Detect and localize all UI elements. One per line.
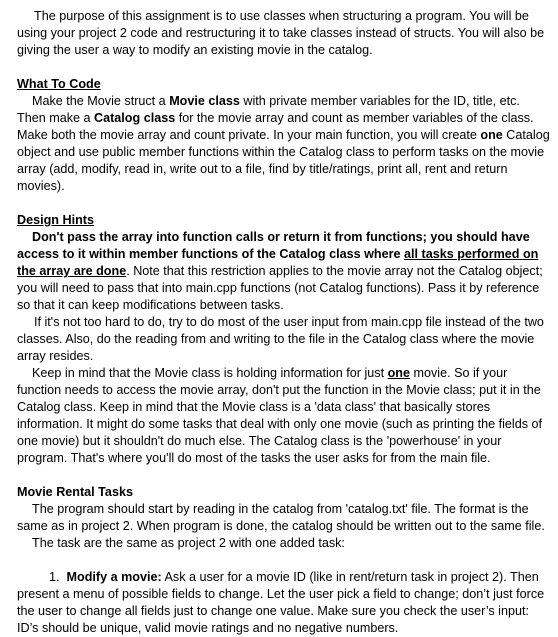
wtc-bold-movie-class: Movie class: [169, 94, 240, 108]
design-hints-paragraph-2: If it's not too hard to do, try to do most of the user input from main.cpp file instead of the two classes. Also, do the reading from and writing to the file in the Catalog class where the movie array resides.: [17, 315, 544, 363]
spacer: [17, 552, 550, 569]
wtc-text-2: with private member variables for the ID, title, etc. Then make a: [17, 94, 520, 125]
spacer: [17, 59, 550, 76]
list-item-text: Ask a user for a movie ID (like in rent/return task in project 2). Then present a menu of possible fields to change. Let the user pick a field to change; don’t just force the user to change all fields just to change one value. Make sure you check the user’s input: ID’s should be unique, valid movie ratings and no negative numbers.: [17, 570, 545, 635]
wtc-bold-catalog-class: Catalog class: [94, 111, 176, 125]
wtc-text-3: for the movie array and count as member variables of the class. Make both the movie array and count private. In your main function, you will create: [17, 111, 534, 142]
rental-tasks-heading: Movie Rental Tasks: [17, 485, 133, 499]
rental-tasks-paragraph-1: The program should start by reading in the catalog from 'catalog.txt' file. The format is the same as in project 2. When program is done, the catalog should be written out to the same file.: [17, 502, 545, 533]
design-hints-paragraph-3: [17, 365, 550, 467]
dh-text-3c: movie. So if your function needs to access the movie array, don't put the function in the Movie class; put it in the Catalog class. Keep in mind that the Movie class is a 'data class' that basically stores information. It might do some tasks that deal with only one movie (such as printing the fields of one movie) but it shouldn't do much else. The Catalog class is the 'powerhouse' in your program. That's where you'll do most of the tasks the user asks for from the main file.: [17, 366, 543, 465]
wtc-text-4: Catalog object and use public member functions within the Catalog class to perform tasks on the movie array (add, modify, read in, write out to a file, find by title/ratings, print all, rent and return movies).: [17, 128, 550, 193]
design-hints-heading: Design Hints: [17, 213, 94, 227]
dh-bold-text: Don't pass the array into function calls or return it from functions; you should have access to it within member functions of the Catalog class where: [17, 230, 530, 261]
what-to-code-paragraph: [17, 93, 550, 195]
wtc-bold-one: one: [480, 128, 503, 142]
dh-text-1: . Note that this restriction applies to the movie array not the Catalog object; you will need to pass that into main.cpp functions (not Catalog functions). Pass it by reference so that it can keep modifications between tasks.: [17, 264, 543, 312]
list-item-number: 1.: [49, 570, 60, 584]
intro-paragraph: The purpose of this assignment is to use classes when structuring a program. You will be using your project 2 code and restructuring it to take classes instead of structs. You will also be giving the user a way to modify an existing movie in the catalog.: [17, 9, 545, 57]
rental-tasks-paragraph-2: The task are the same as project 2 with one added task:: [32, 536, 345, 550]
dh-bold-underlined-text: all tasks performed on the array are done: [17, 247, 539, 278]
spacer: [17, 195, 550, 212]
what-to-code-heading: What To Code: [17, 77, 101, 91]
spacer: [17, 467, 550, 484]
dh-bold-one: one: [387, 366, 410, 380]
list-item: [17, 569, 550, 637]
list-item-title: Modify a movie:: [66, 570, 162, 584]
dh-text-3a: Keep in mind that the Movie class is holding information for just: [32, 366, 388, 380]
design-hints-paragraph-1: [17, 229, 550, 314]
wtc-text-1: Make the Movie struct a: [32, 94, 170, 108]
